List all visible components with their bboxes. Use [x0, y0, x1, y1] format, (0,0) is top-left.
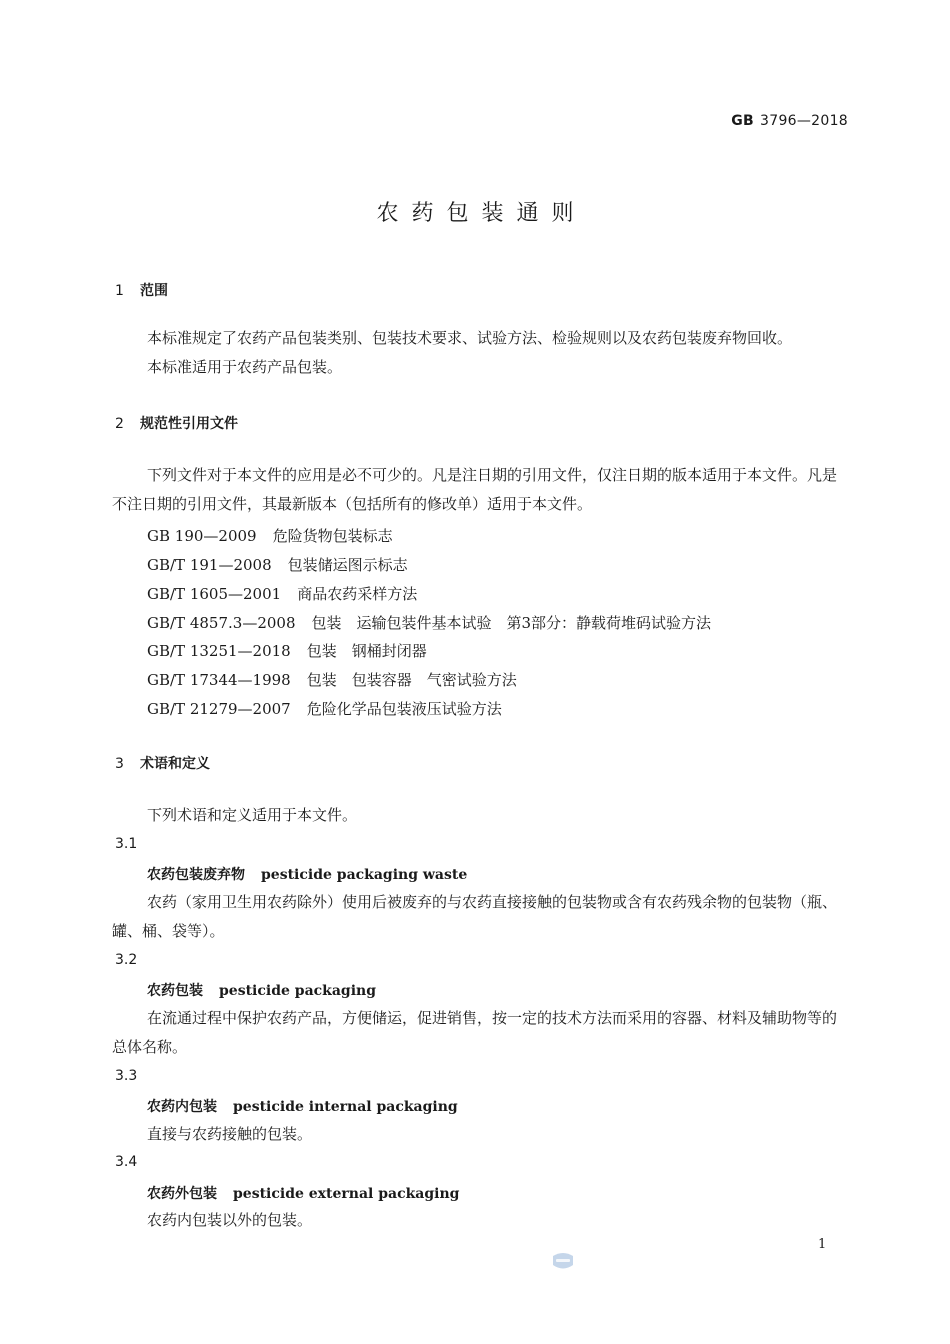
- section-heading-normative-refs: [115, 413, 238, 433]
- term-en: pesticide external packaging: [233, 1186, 460, 1202]
- page-number: 1: [818, 1237, 827, 1252]
- reference-item: [147, 525, 393, 546]
- term-en: pesticide packaging: [219, 983, 377, 999]
- reference-code: GB/T 17344—1998: [147, 671, 291, 689]
- term-zh: 农药外包装: [147, 1186, 217, 1202]
- reference-code: GB/T 1605—2001: [147, 585, 282, 603]
- section-heading-scope: [115, 280, 168, 300]
- normative-refs-intro: 下列文件对于本文件的应用是必不可少的。凡是注日期的引用文件，仅注日期的版本适用于本文件。凡是不注日期的引用文件，其最新版本（包括所有的修改单）适用于本文件。: [112, 466, 838, 513]
- section-title: 范围: [140, 283, 168, 299]
- standard-prefix: GB: [731, 113, 755, 129]
- terms-intro: 下列术语和定义适用于本文件。: [147, 806, 358, 824]
- term-zh: 农药内包装: [147, 1099, 217, 1115]
- reference-item: [147, 698, 502, 719]
- term-heading: [147, 980, 376, 1000]
- reference-code: GB/T 13251—2018: [147, 642, 291, 660]
- section-heading-terms: [115, 753, 210, 773]
- reference-code: GB 190—2009: [147, 527, 257, 545]
- reference-title: 危险化学品包装液压试验方法: [306, 700, 502, 718]
- reference-title: 商品农药采样方法: [297, 585, 418, 603]
- sac-watermark-icon: [550, 1250, 576, 1272]
- term-number: 3.3: [115, 1068, 138, 1084]
- scope-paragraph-2: 本标准适用于农药产品包装。: [147, 358, 343, 376]
- term-en: pesticide internal packaging: [233, 1099, 458, 1115]
- term-number: 3.4: [115, 1154, 138, 1170]
- standard-number: 3796—2018: [760, 113, 848, 129]
- term-heading: [147, 864, 467, 884]
- reference-title: 包装储运图示标志: [287, 556, 408, 574]
- reference-item: [147, 554, 408, 575]
- term-definition: 农药（家用卫生用农药除外）使用后被废弃的与农药直接接触的包装物或含有农药残余物的包装物（瓶、罐、桶、袋等）。: [112, 893, 838, 940]
- section-title: 规范性引用文件: [140, 416, 238, 432]
- reference-title: 包装 钢桶封闭器: [306, 642, 427, 660]
- term-number: 3.2: [115, 952, 138, 968]
- term-definition: 在流通过程中保护农药产品，方便储运，促进销售，按一定的技术方法而采用的容器、材料及辅助物等的总体名称。: [112, 1009, 838, 1056]
- reference-item: [147, 640, 427, 661]
- reference-title: 包装 运输包装件基本试验 第3部分：静载荷堆码试验方法: [311, 614, 712, 632]
- standard-code: [731, 113, 848, 129]
- term-definition: 农药内包装以外的包装。: [147, 1211, 313, 1229]
- reference-item: [147, 583, 417, 604]
- term-heading: [147, 1096, 458, 1116]
- reference-code: GB/T 21279—2007: [147, 700, 291, 718]
- term-zh: 农药包装: [147, 983, 203, 999]
- reference-item: [147, 669, 517, 690]
- reference-item: [147, 612, 711, 633]
- term-zh: 农药包装废弃物: [147, 867, 245, 883]
- reference-code: GB/T 191—2008: [147, 556, 272, 574]
- document-title: 农药包装通则: [376, 201, 587, 226]
- term-heading: [147, 1183, 459, 1203]
- scope-paragraph-1: 本标准规定了农药产品包装类别、包装技术要求、试验方法、检验规则以及农药包装废弃物回收。: [147, 329, 793, 347]
- section-number: 2: [115, 416, 124, 432]
- section-number: 1: [115, 283, 124, 299]
- term-en: pesticide packaging waste: [261, 867, 468, 883]
- section-number: 3: [115, 756, 124, 772]
- reference-title: 包装 包装容器 气密试验方法: [306, 671, 517, 689]
- section-title: 术语和定义: [140, 756, 210, 772]
- reference-title: 危险货物包装标志: [272, 527, 393, 545]
- reference-code: GB/T 4857.3—2008: [147, 614, 296, 632]
- term-number: 3.1: [115, 836, 138, 852]
- term-definition: 直接与农药接触的包装。: [147, 1125, 313, 1143]
